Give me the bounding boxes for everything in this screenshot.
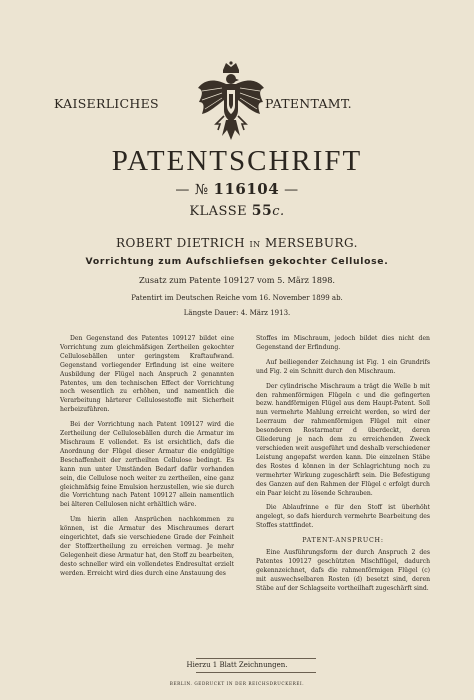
document-title: PATENTSCHRIFT xyxy=(111,145,363,177)
inventor-name: ROBERT DIETRICH xyxy=(116,236,246,250)
left-column xyxy=(60,335,234,585)
inventor-line xyxy=(0,236,474,250)
patent-class xyxy=(0,203,474,219)
header-left-text: KAISERLICHES xyxy=(54,96,159,111)
header-right-text: PATENTAMT. xyxy=(265,96,352,111)
imperial-eagle-icon xyxy=(196,60,266,144)
patent-class-sub: c. xyxy=(272,204,285,219)
claim-text: Eine Ausführungsform der durch Anspruch 2 des Patentes 109127 geschützten Mischflügel, dadurch gekennzeichnet, dafs die rahmenförmigen Flügel (c) mit auswechselbaren Rosten (d) besetzt sind, deren Stäbe auf der Schlagseite vortheilhaft zugeschärft sind. xyxy=(256,549,430,592)
printer-imprint: BERLIN. GEDRUCKT IN DER REICHSDRUCKEREI. xyxy=(169,681,305,686)
footer-note: Hierzu 1 Blatt Zeichnungen. xyxy=(186,661,288,669)
patent-class-label: KLASSE xyxy=(189,204,248,219)
claim-heading: PATENT-ANSPRUCH: xyxy=(302,537,384,545)
left-paragraph-3: Um hierin allen Ansprüchen nachkommen zu können, ist die Armatur des Mischraumes derart eingerichtet, dafs sie verschiedene Grade der Feinheit der Stoffzertheilung zu erreichen vermag. Je mehr Gelegenheit diese Armatur hat, den Stoff zu bearbeiten, desto schneller wird ein vollendetes Endresultat erzielt werden. Erreicht wird dies durch eine Anstauung des xyxy=(60,516,234,577)
right-paragraph-4: Die Ablaufrinne e für den Stoff ist überhöht angelegt, so dafs hierdurch vermehrte Bearbeitung des Stoffes stattfindet. xyxy=(256,504,430,530)
left-paragraph-1: Den Gegenstand des Patentes 109127 bildet eine Vorrichtung zum gleichmäfsigen Zertheilen gekochter Cellulosebällen unter geringstem Kraftaufwand. Gegenstand vorliegender Erfindung ist eine weitere Ausbildung der Flügel nach Anspruch 2 genannten Patentes, um den technischen Effect der Vorrichtung noch wesentlich zu erhöhen, und namentlich die Verarbeitung härterer Cellulosestoffe mit Sicherheit herbeizuführen. xyxy=(60,335,234,414)
patent-class-value: 55 xyxy=(251,203,273,219)
right-paragraph-2: Auf beiliegender Zeichnung ist Fig. 1 ein Grundrifs und Fig. 2 ein Schnitt durch den Mischraum. xyxy=(256,358,430,375)
patent-date: Patentirt im Deutschen Reiche vom 16. November 1899 ab. xyxy=(131,294,343,302)
right-paragraph-3: Der cylindrische Mischraum a trägt die Welle b mit den rahmenförmigen Flügeln c und die gefingerten bezw. handförmigen Flügel aus dem Haupt-Patent. Soll nun vermehrte Mahlung erreicht werden, so wird der Leerraum der rahmenförmigen Flügel mit einer besonderen Rostarmatur d überdeckt, deren Gliederung je nach dem zu erreichenden Zweck verschieden weit ausgeführt und deshalb verschiedener Leistung angepafst werden kann. Die einzelnen Stäbe des Rostes d können in der Schlagrichtung noch zu vermehrter Wirkung zugeschärft sein. Die Befestigung des Ganzen auf den Rahmen der Flügel c erfolgt durch ein Paar leicht zu lösende Schrauben. xyxy=(256,382,430,497)
inventor-place: MERSEBURG. xyxy=(264,236,358,250)
inventor-in: IN xyxy=(249,240,261,249)
right-column xyxy=(256,335,430,600)
patent-number xyxy=(0,180,474,198)
patent-subject: Vorrichtung zum Aufschliefsen gekochter Cellulose. xyxy=(85,256,389,267)
patent-number-prefix: — № xyxy=(175,182,209,198)
patent-addition: Zusatz zum Patente 109127 vom 5. März 1898. xyxy=(138,275,336,285)
patent-number-value: 116104 xyxy=(213,180,280,198)
patent-duration: Längste Dauer: 4. März 1913. xyxy=(183,309,291,317)
patent-number-suffix: — xyxy=(284,182,299,198)
right-paragraph-1: Stoffes im Mischraum, jedoch bildet dies nicht den Gegenstand der Erfindung. xyxy=(256,335,430,351)
left-paragraph-2: Bei der Vorrichtung nach Patent 109127 wird die Zertheilung der Cellulosebällen durch die Armatur im Mischraum E vollendet. Es ist ersichtlich, dafs die Anordnung der Flügel dieser Armatur die endgültige Beschaffenheit der zertheilten Cellulose bedingt. Es kann nun unter Umständen Bedarf dafür vorhanden sein, die Cellulose noch weiter zu zertheilen, eine ganz gleichmäfsig feine Emulsion herzustellen, wie sie durch die Vorrichtung nach Patent 109127 allein namentlich bei älteren Cellulosen nicht erhältlich wäre. xyxy=(60,421,234,509)
